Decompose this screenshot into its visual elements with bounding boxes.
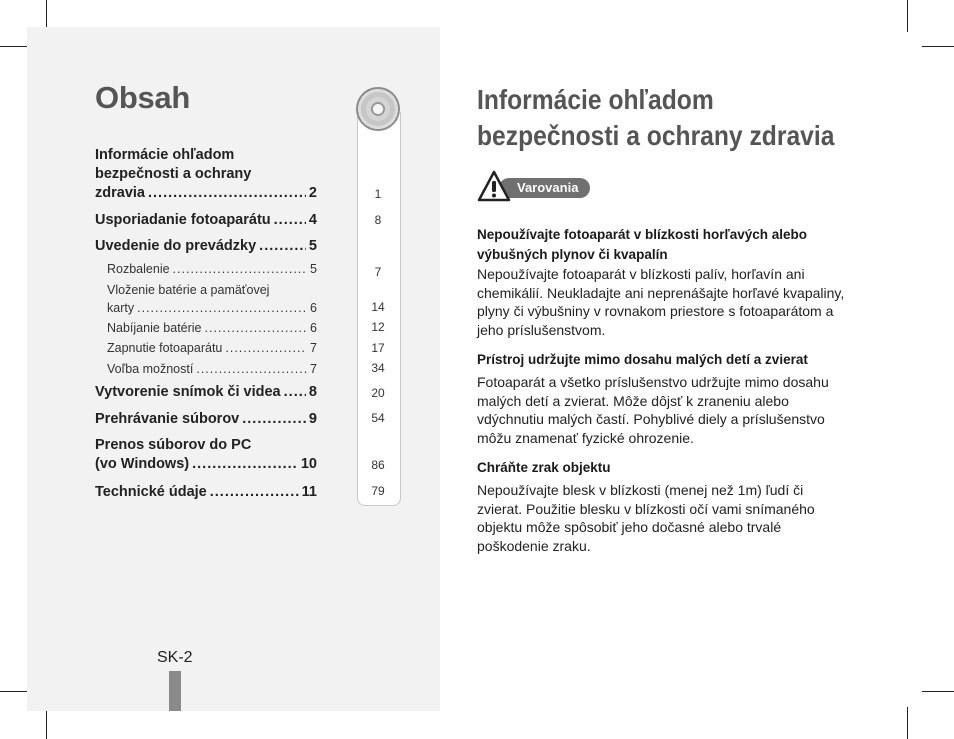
page-tab-bar [169,671,181,711]
toc-entry-shooting[interactable]: Vytvorenie snímok či videa ..... 8 [95,383,317,402]
toc-entry-camera-layout[interactable]: Usporiadanie fotoaparátu ..... 4 [95,211,317,230]
toc-entry-getting-started[interactable]: Uvedenie do prevádzky ..... 5 [95,237,317,256]
toc-subentry-power-on[interactable]: Zapnutie fotoaparátu ..... 7 [107,339,317,357]
toc-entry-transfer[interactable]: Prenos súborov do PC (vo Windows) ..... 10 [95,436,317,474]
warning-icon [477,170,511,202]
toc-title: Obsah [95,80,190,115]
side-page-number: 1 [374,187,382,201]
side-page-number: 7 [374,265,382,279]
side-page-number: 34 [371,361,385,375]
side-page-number: 79 [371,484,385,498]
toc-subentry-charging[interactable]: Nabíjanie batérie ..... 6 [107,319,317,337]
crop-mark [922,691,954,692]
toc-entry-safety[interactable]: Informácie ohľadom bezpečnosti a ochrany zdravia ..... 2 [95,146,317,203]
toc-entry-specifications[interactable]: Technické údaje ..... 11 [95,483,317,502]
side-page-number: 12 [371,320,385,334]
crop-mark [907,707,908,739]
crop-mark [907,0,908,32]
section-body: Nepoužívajte fotoaparát v blízkosti palív, horľavín ani chemikálií. Neukladajte ani neprenášajte horľavé kvapaliny, plyny či výbušniny v rovnakom priestore s fotoaparátom a jeho príslušenstvom. [477,266,845,338]
side-page-number: 17 [371,341,385,355]
toc-subentry-battery-card[interactable]: Vloženie batérie a pamäťovej karty ..... 6 [107,281,317,317]
toc-subentry-unpacking[interactable]: Rozbalenie ..... 5 [107,260,317,278]
section-body: Nepoužívajte blesk v blízkosti (menej než 1m) ľudí či zvierat. Použitie blesku v blízkosti očí vami snímaného objektu môže spôsobiť jeho dočasné alebo trvalé poškodenie zraku. [477,482,815,554]
side-page-number: 20 [371,386,385,400]
side-page-number: 8 [374,213,382,227]
section-heading: Prístroj udržujte mimo dosahu malých detí a zvierat [477,352,808,367]
side-page-number: 14 [371,300,385,314]
crop-mark [46,707,47,739]
warning-pill: Varovania [499,178,590,198]
section-heading: Nepoužívajte fotoaparát v blízkosti horľavých alebo výbušných plynov či kvapalín [477,227,808,262]
disc-icon [356,87,400,131]
page-number: SK-2 [157,649,193,666]
toc-subentry-options[interactable]: Voľba možností ..... 7 [107,360,317,378]
toc-entry-playback[interactable]: Prehrávanie súborov ..... 9 [95,410,317,429]
side-page-number: 86 [371,458,385,472]
warning-label-group [477,170,617,202]
section-heading: Chráňte zrak objektu [477,460,611,475]
safety-title: Informácie ohľadom bezpečnosti a ochrany zdravia [477,84,835,151]
crop-mark [922,46,954,47]
side-page-number: 54 [371,411,385,425]
section-body: Fotoaparát a všetko príslušenstvo udržujte mimo dosahu malých detí a zvierat. Môže dôjsť k zraneniu alebo vdýchnutiu malých častí. Pohyblivé diely a príslušenstvo môžu znamenať fyzické ohrozenie. [477,374,829,446]
